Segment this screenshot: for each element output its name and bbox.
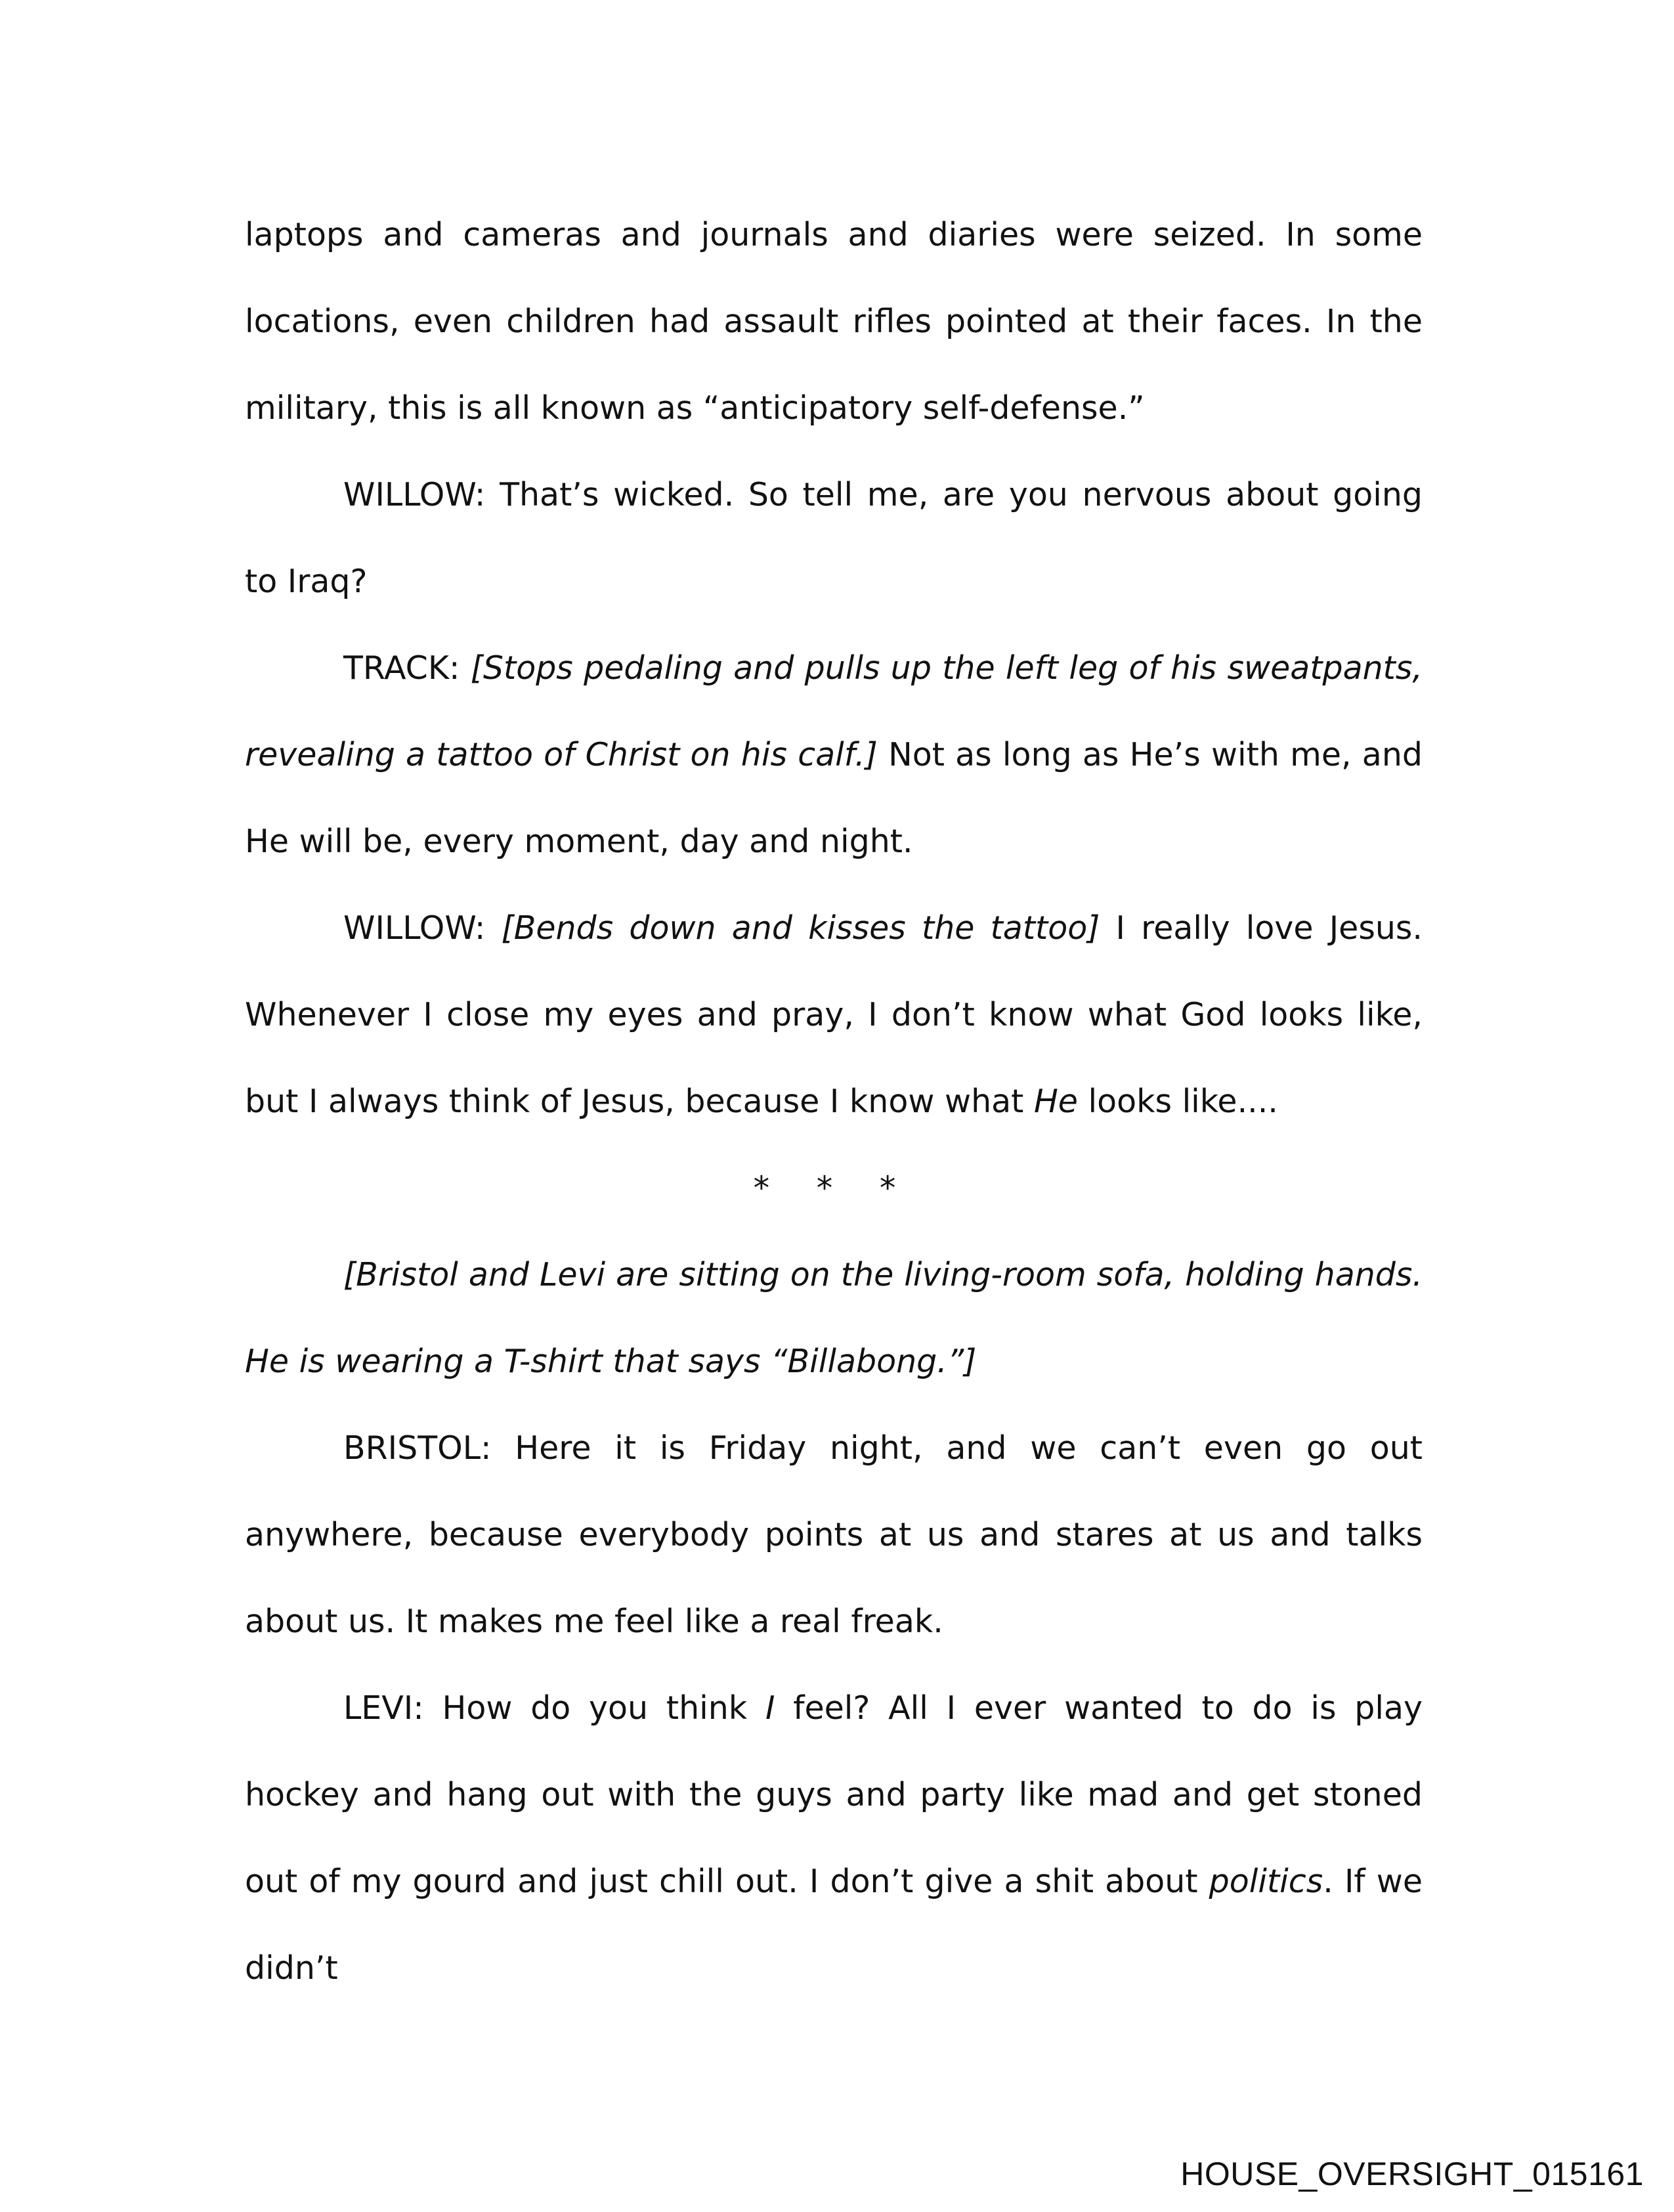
paragraph-4 xyxy=(245,885,1423,1145)
speaker-willow: WILLOW: xyxy=(343,909,502,947)
paragraph-7-text-end: . If we didn’t xyxy=(245,1863,1423,1987)
paragraph-7-text: LEVI: How do you think xyxy=(343,1689,765,1727)
paragraph-2 xyxy=(245,452,1423,625)
emphasis: He xyxy=(1033,1083,1078,1120)
scene-separator: * * * xyxy=(753,1169,914,1207)
emphasis: I xyxy=(765,1689,775,1727)
paragraph-4-text: I really love Jesus. Whenever I close my eyes and pray, I don’t know what God looks like, but I always think of Jesus, because I know what xyxy=(245,909,1423,1120)
paragraph-3-text: Not as long as He’s with me, and He will be, every moment, day and night. xyxy=(245,736,1423,860)
paragraph-3 xyxy=(245,625,1423,885)
paragraph-5 xyxy=(245,1232,1423,1405)
emphasis: politics xyxy=(1209,1863,1323,1900)
paragraph-6-text: BRISTOL: Here it is Friday night, and we can’t even go out anywhere, because everybody points at us and stares at us and talks about us. It makes me feel like a real freak. xyxy=(245,1429,1423,1640)
paragraph-4-text-end: looks like.... xyxy=(1077,1083,1278,1120)
stage-direction: [Bristol and Levi are sitting on the living-room sofa, holding hands. He is wearing a T-shirt that says “Billabong.”] xyxy=(245,1256,1423,1380)
paragraph-1-text: laptops and cameras and journals and diaries were seized. In some locations, even children had assault rifles pointed at their faces. In the military, this is all known as “anticipatory self-defense.” xyxy=(245,216,1423,427)
stage-direction: [Bends down and kisses the tattoo] xyxy=(501,909,1100,947)
paragraph-7-text-mid: feel? All I ever wanted to do is play hockey and hang out with the guys and party like mad and get stoned out of my gourd and just chill out. I don’t give a shit about xyxy=(245,1689,1423,1900)
speaker-track: TRACK: xyxy=(343,649,471,687)
document-body xyxy=(245,192,1423,2012)
paragraph-1 xyxy=(245,192,1423,452)
bates-number: HOUSE_OVERSIGHT_015161 xyxy=(1180,2156,1644,2192)
paragraph-2-text: WILLOW: That’s wicked. So tell me, are you nervous about going to Iraq? xyxy=(245,476,1423,600)
paragraph-7 xyxy=(245,1665,1423,2012)
stage-direction: [Stops pedaling and pulls up the left leg of his sweatpants, revealing a tattoo of Christ on his calf.] xyxy=(245,649,1423,773)
paragraph-6 xyxy=(245,1405,1423,1665)
